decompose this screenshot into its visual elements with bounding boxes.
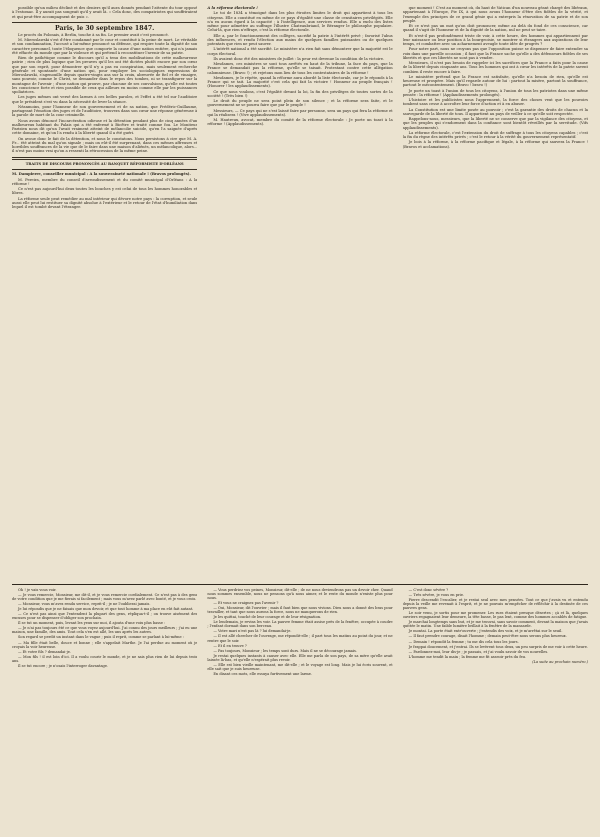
feuilleton-paragraph: Je marchai longtemps sans but, et je me trouvai, sans savoir comment, devant la maison que j'avais quittée le matin. Une faible lumière brillait à la fenêtre de la mansarde. bbox=[402, 620, 588, 629]
column-intro: possible qu'un milieu décliné et des deniers qu'il aura donnés pendant l'attente du tour opposé à l'estomac. Il y aurait pas songeait qu'il y avait là. « Cela donc, des compatriotes qui souffriraient et qui peut-être accompagnent de puis ». bbox=[12, 6, 198, 19]
feuilleton-paragraph: — Mon fils ! il est loin d'ici. Il a voulu courir le monde, et je ne sais plus rien de lui depuis trois ans. bbox=[12, 654, 198, 663]
feuilleton-paragraph: — Oui, Monsieur, dit l'ouvrier ; mais il faut bien que nous vivions. Dieu nous a donné des bras pour travailler, et tant que nous aurons la force, nous ne manquerons de rien. bbox=[207, 606, 393, 615]
article-paragraph: que moment ! C'est au moment où, du haut de Vatican d'un nouveau géant chargé des libéraux, appartenant à l'Europe, Pie IX, à qui nous avons l'honneur d'être des fidèles de la vérité, et l'exemple des principes de ce grand génie qui a entrepris la rénovation de sa patrie et de son peuple. bbox=[402, 6, 588, 23]
feuilleton-section bbox=[12, 588, 588, 828]
column-middle bbox=[207, 6, 392, 584]
feuilleton-paragraph: — Et il en trouve ? bbox=[213, 643, 247, 648]
feuilleton-paragraph: Je montai. La porte était entr'ouverte ; j'entendis des voix, et je m'arrêtai sur le seuil. bbox=[408, 629, 563, 634]
feuilleton-paragraph: — Très sévère, je vous en prie. bbox=[408, 593, 465, 598]
feuilleton-paragraph: L'homme me tendit la main ; la femme me fit asseoir près du feu. bbox=[408, 654, 527, 659]
article-paragraph: L'histoire et les publicistes nous l'apprennent, la force des choses veut que les pouvoirs tombent sans cesse à accroître leur force d'action et à en abuser. bbox=[402, 98, 588, 107]
article-paragraph: Elle a, par le fonctionnement des collèges, sacrifié la patrie à l'intérêt privé ; favorisé l'abus des influences, et rendu l'élection aux mains de quelques familles puissantes ou de quelques potentats que rien ne peut sauver. bbox=[207, 33, 393, 46]
article-paragraph: M. Hautreux, avocat, membre du comité de la réforme électorale : Je porte un toast à la réforme ! (Applaudissements). bbox=[207, 118, 393, 127]
feuilleton-divider bbox=[12, 584, 588, 585]
section-divider bbox=[12, 157, 197, 161]
feuilleton-paragraph: — Je n'ai pas toujours été ce que vous voyez aujourd'hui. J'ai connu des jours meilleurs ; j'ai eu une maison, une famille, des amis. Tout cela s'en est allé, les uns après les autres. bbox=[12, 626, 198, 635]
article-paragraph: La réforme électorale, c'est l'extension du droit de suffrage à tous les citoyens capables ; c'est la fin du règne des intérêts privés ; c'est le retour à la vérité du gouvernement représentatif. bbox=[402, 130, 588, 139]
feuilleton-paragraph: Le lendemain, je revins les voir. La pauvre femme était assise près de la fenêtre, occupée à coudre ; l'enfant dormait dans son berceau. bbox=[207, 620, 393, 629]
article-paragraph: Nous avons dénoncé l'incarcération odieuse et la détention pendant plus de cinq années d'un malheureux habitant du Palais qui a été enfermé à Bicêtre et traité comme fou. Le Moniteur Parisien nous dit qu'un l'avait vraiment atteint de mélancolie suicide, qu'en l'a saignée d'après cette domaine, et qu'on l'a rendu à la liberté quand il a été guéri. bbox=[12, 118, 198, 136]
feuilleton-paragraph: Il se tut un moment, puis, levant les yeux sur moi, il ajouta d'une voix plus basse : bbox=[18, 621, 166, 626]
article-paragraph: On avoue donc le fait de la détention, et nous le constatons. Nous persistons à cire que M. A. Fr... été atteint du mal qu'on signale ; mais on eût-il été surprenant, dans ces mêmes affreuses et horribles souffrances de la vie que de le faire dans une maison d'aliénés, un mélancolique, alors... il n'est pas moins vrai qu'on a ressenti la rétrocession de la même peine. bbox=[12, 136, 198, 154]
feuilleton-column-middle bbox=[207, 588, 392, 828]
feuilleton-paragraph: — Il faut prendre courage, disait l'homme ; demain peut-être nous serons plus heureux. bbox=[408, 634, 567, 639]
feuilleton-paragraph: Son regard se perdit un instant dans le vague ; puis il reprit, comme se parlant à lui-même : bbox=[18, 635, 184, 640]
article-paragraph: Néanmoins, pour l'honneur de son gouvernement et de sa nation, que Frédéric-Guillaume, partageant l'émotion des juges et de l'auditoire, trouvera dans son cœur une réponse généreuse à la parole de mort de la cour criminelle. bbox=[12, 104, 198, 118]
toast-heading: A la réforme électorale ! bbox=[207, 6, 258, 10]
article-paragraph: Mesdames, ces ministres se sont tous arrêtés en haut de la tribune, la face du pays, que la France se demandait pas la réforme, qu'elle se taisait. Protestant contre cette allégation calomnieuse. (Bravo !) ; et rejetons mon lieu de tous les contestataires de la réforme ! bbox=[207, 62, 393, 75]
feuilleton-paragraph: Je frappai doucement, et j'entrai. Ils se levèrent tous deux, un peu surpris de me voir à cette heure. bbox=[408, 644, 588, 649]
feuilleton-paragraph: — Vous perdriez vos peines, Monsieur, dit-elle ; de ne nous deviendrons pas un devoir cher. Quand nous sommes ensemble, nous ne pensons qu'à nous aimer, et le reste du monde n'existe plus pour nous. bbox=[207, 588, 393, 601]
article-paragraph: Messieurs, — Ce pays qui ne s'est laissé faire par personne, sera un pays qui fera la réforme et qui la réalisera ! (Vive applaudissements). bbox=[207, 108, 393, 117]
article-paragraph: Ils avaient donc été des ministres de juillet : la peur est devenue la condition de la victoire. bbox=[213, 56, 385, 61]
feuilleton-paragraph: Il se tut encore ; je n'osais l'interroger davantage. bbox=[18, 663, 109, 668]
feuilleton-column-left bbox=[12, 588, 197, 828]
speech-line: M. Pereira, membre du conseil d'arrondissement et du comité municipal d'Orléans : A la réforme ! bbox=[12, 177, 198, 186]
article-paragraph: Mesdames, je le répète, quand la réforme aura abordé la liste électorale, car je le réponds à la France qui se tait. La majorité c'est cela qui fait la victoire ! Honneur au peuple français ! (Honorer ! les applaudissements). bbox=[207, 75, 393, 89]
article-paragraph: Pour notre part, nous ne croyons pas que l'opposition puisse se dispenser de faire entendre sa voix dans une pareille occasion ; il faut que la France sache qu'elle a des défenseurs fidèles de ses libertés et que ces libertés ne sont pas à vendre. bbox=[402, 47, 588, 60]
feuilleton-paragraph: Pierre descendit l'escalier, et je restai seul avec mes pensées. Tout ce que j'avais vu et entendu depuis la veille me revenait à l'esprit, et je ne pouvais m'empêcher de réfléchir à la destinée de ces pauvres gens. bbox=[402, 598, 588, 611]
column-left bbox=[12, 6, 197, 584]
speech-line: Ce n'est pas aujourd'hui deux toutes les bouches y est celui de tous les hommes honorables et libres. bbox=[12, 187, 198, 196]
feuilleton-paragraph: Oh ! je vais vous voir. bbox=[18, 588, 57, 592]
article-paragraph: La Constitution est une limite posée au pouvoir ; c'est la garantie des droits de chacun et la sauvegarde de la liberté de tous. Il appartient au pays de veiller à ce qu'elle soit respectée. bbox=[402, 107, 588, 116]
article-paragraph: L'intérêt national a été sacrifié. Le ministère n'a rien fait sans démontrer que la majorité est le corps électoral. bbox=[207, 47, 393, 56]
speech-line: M. Dampierre, conseiller municipal : A la souveraineté nationale ! (Bravos prolongés). bbox=[12, 172, 191, 177]
feuilleton-paragraph: — Monsieur, vous m'avez rendu service, reprit-il ; je ne l'oublierai jamais. bbox=[18, 602, 151, 607]
article-paragraph: Ce que nous voulons, c'est l'égalité devant la loi, la fin des privilèges de toutes sortes de la société ! (Très bien !) bbox=[207, 89, 393, 98]
feuilleton-paragraph: — Pas toujours, Monsieur ; les temps sont durs. Mais il ne se décourage jamais. bbox=[213, 648, 358, 653]
divider bbox=[12, 169, 197, 170]
article-paragraph: Le procès du Polonais, à Berlin, touche à sa fin. Le premier avait c'est prononcé. bbox=[18, 32, 169, 37]
feuilleton-paragraph: — Et vous ne craignez pas l'avenir ? bbox=[213, 601, 279, 606]
article-paragraph: Et ce n'est pas un mot qu'on doit prononcer, même au delà du fond de ces conscience, car quand il s'agit de l'honneur et de la dignité de la nation, nul ne peut se taire. bbox=[402, 24, 588, 33]
section-title: TRAITS DE DISCOURS PRONONCÉS AU BANQUET RÉFORMISTE D'ORLÉANS bbox=[25, 162, 184, 167]
feuilleton-paragraph: — C'est donc sévère ? bbox=[408, 588, 449, 592]
article-paragraph: Messieurs, il n'est pas besoin de rappeler ici les sacrifices que la France a faits pour la cause de la liberté depuis cinquante ans. Tous les hommes qui ont à cœur les intérêts de la patrie savent combien il reste encore à faire. bbox=[402, 61, 588, 74]
feuilleton-paragraph: — Demain ! répondit la femme ; tu me dis cela tous les jours. bbox=[408, 639, 519, 644]
article-paragraph: Le droit du peuple ne sera point plein de son silence ; et la réforme sera faite, et le gouvernement ne se pourra faire que par le peuple ! bbox=[207, 99, 393, 108]
article-paragraph: Les juges mêmes ont versé des larmes à ces belles paroles, et l'effet a été tel sur l'auditoire que le président s'est vu dans la nécessité de lever la séance. bbox=[12, 95, 198, 104]
feuilleton-paragraph: Je lui répondis que je ne faisais que mon devoir, et que tout homme à ma place en eût fait autant. bbox=[18, 607, 194, 612]
article-paragraph: Et n'est-il pas profondément triste de voir, à cette heure, des hommes qui appartiennent par leur naissance ou leur position à la bourgeoisie, se montrer si étrangers aux aspirations de leur temps, et combattre avec un acharnement aveugle toute idée de progrès ? bbox=[402, 33, 588, 46]
feuilleton-paragraph: — Et votre fils ? demandai-je. bbox=[18, 649, 71, 654]
speech-line: La réforme seule peut remédier au mal intérieur qui dévore notre pays : la corruption, et seule aussi elle peut lui restituer sa dignité absolue à l'extérieur et le retour de l'état d'humiliation dans lequel il est tombé devant l'étranger. bbox=[12, 196, 198, 210]
divider bbox=[12, 22, 197, 23]
feuilleton-paragraph: En disant ces mots, elle essuya furtivement une larme. bbox=[213, 671, 312, 676]
article-paragraph: Rappelons-nous, messieurs, que la liberté ne se conserve que par la vigilance des citoyens, et que les peuples qui s'endorment dans la confiance sont bientôt réveillés par la servitude. (Vifs applaudissements). bbox=[402, 117, 588, 130]
feuilleton-paragraph: Je restai quelques instants à causer avec elle. Elle me parla de son pays, de sa mère qu'elle avait laissée là-bas, et qu'elle n'espérait plus revoir. bbox=[207, 653, 393, 662]
article-paragraph: Rien de pathétique comme le discours qu'il a tenu des mobilisations de cette malheureuse patrie ; rien de plus logique que les preuves qu'il les ont été dictées plutôt encore par son cœur que par son esprit, pour démontrer qu'il n'y a pas eu conspiration, mais seulement recherche générale et spontanée d'une nation qui, pour employer les sociologiques expressions de Mieroslawski, s'agenouille depuis quatre-vingts ans sur la croix, abreuvée de fiel et de vinaigre, sans pouvoir, comme le Christ, se demander dans le repos des tombes, ni se transfigurer sur la montagne de l'avenir ; d'une nation qui prouve, par chacune de ses convulsions, qu'elle est toutes les conscience forte et rien possible de ceux qui ailleurs en moins comme elle par les puissances spoliatrices. bbox=[12, 56, 198, 94]
article-paragraph: Je porte un toast à l'union de tous les citoyens, à l'union de tous les patriotes dans une même pensée : la réforme ! (Applaudissements prolongés). bbox=[402, 88, 588, 97]
feuilleton-paragraph: Le soir venu, je sortis pour me promener. Les rues étaient presque désertes ; çà et là, quelques ouvriers regagnaient leur demeure, la tête basse, le pas lent, comme des hommes accablés de fatigue. bbox=[402, 611, 588, 620]
continued-note: (La suite au prochain numéro.) bbox=[532, 659, 588, 664]
dateline: Paris, le 30 septembre 1847. bbox=[55, 24, 155, 32]
feuilleton-paragraph: — Ce n'est pas ainsi que l'entendent la plupart des gens, répliqua-t-il ; on trouve aisément des excuses pour se dispenser d'obliger son prochain. bbox=[12, 612, 198, 621]
feuilleton-paragraph: — Elle est bien vieille maintenant, me dit-elle ; et le voyage est long. Mais je lui écris souvent, et elle sait que je suis heureuse. bbox=[207, 662, 393, 671]
feuilleton-column-right bbox=[403, 588, 588, 828]
feuilleton-paragraph: — Il est allé chercher de l'ouvrage, me répondit-elle ; il part tous les matins au point du jour, et ne rentre que le soir. bbox=[207, 634, 393, 643]
article-paragraph: Le toi de 1834 a témoigné dans les plus étroites limites le droit qui appartient à tous les citoyens. Elle a constitué en même de ce pays d'égalité une classe de censitaires privilégiés. Elle n'a eu aucun égard à la capacité ; à l'intelligence, aux services rendus. Elle a exclu des listes même pour admettre au suffrage l'illustre Chateaubriand, le Béranger le philosophe populaire. Celui-là, que rien n'effraye, c'est la réforme électorale. bbox=[207, 11, 393, 33]
article-paragraph: Le ministère prétend que la France est satisfaite, qu'elle n'a besoin de rien, qu'elle est heureuse et prospère. Mais qu'il regarde autour de lui : partout la misère, partout la souffrance, partout le mécontentement. (Bravo ! bravo !) bbox=[402, 74, 588, 88]
feuilleton-paragraph: — Ma fille était belle, douce et bonne ; elle s'appelait Marthe. Je l'ai perdue au moment où je croyais la voir heureuse. bbox=[12, 640, 198, 649]
article-paragraph: M. Mieroslawski s'est d'être condamné par le cour et constitué à la peine de mort. Le véritable et son condamnation, l'accusé a lui-même prononcé sa défense, qui respire toute la dignité de son caractère personnel, toute l'éloquence que comporte la cause d'une nation entière, qui n'a jamais été effacée du monde que par la violence et qui prétend à reconstituer l'avenir de sa patrie. bbox=[12, 38, 198, 55]
article-paragraph: Je bois à la réforme, à la réforme pacifique et légale, à la réforme qui sauvera la France ! (Bravos et acclamations). bbox=[402, 140, 588, 149]
feuilleton-paragraph: — Je vous remercie, Monsieur, me dit-il, et je vous remercie cordialement. Ce n'est pas à des gens de votre condition que je me fierais si facilement ; mais vous m'avez parlé avec bonté, et je vous crois. bbox=[12, 593, 198, 602]
feuilleton-paragraph: — Votre mari n'est pas là ? lui demandai-je. bbox=[213, 629, 292, 634]
feuilleton-paragraph: Je les quittai, touché de leur courage et de leur résignation. bbox=[213, 615, 322, 620]
feuilleton-paragraph: — Pardonnez-moi, leur dis-je ; je passais, et j'ai voulu savoir de vos nouvelles. bbox=[408, 649, 549, 654]
column-right bbox=[403, 6, 588, 584]
upper-section bbox=[12, 6, 588, 584]
